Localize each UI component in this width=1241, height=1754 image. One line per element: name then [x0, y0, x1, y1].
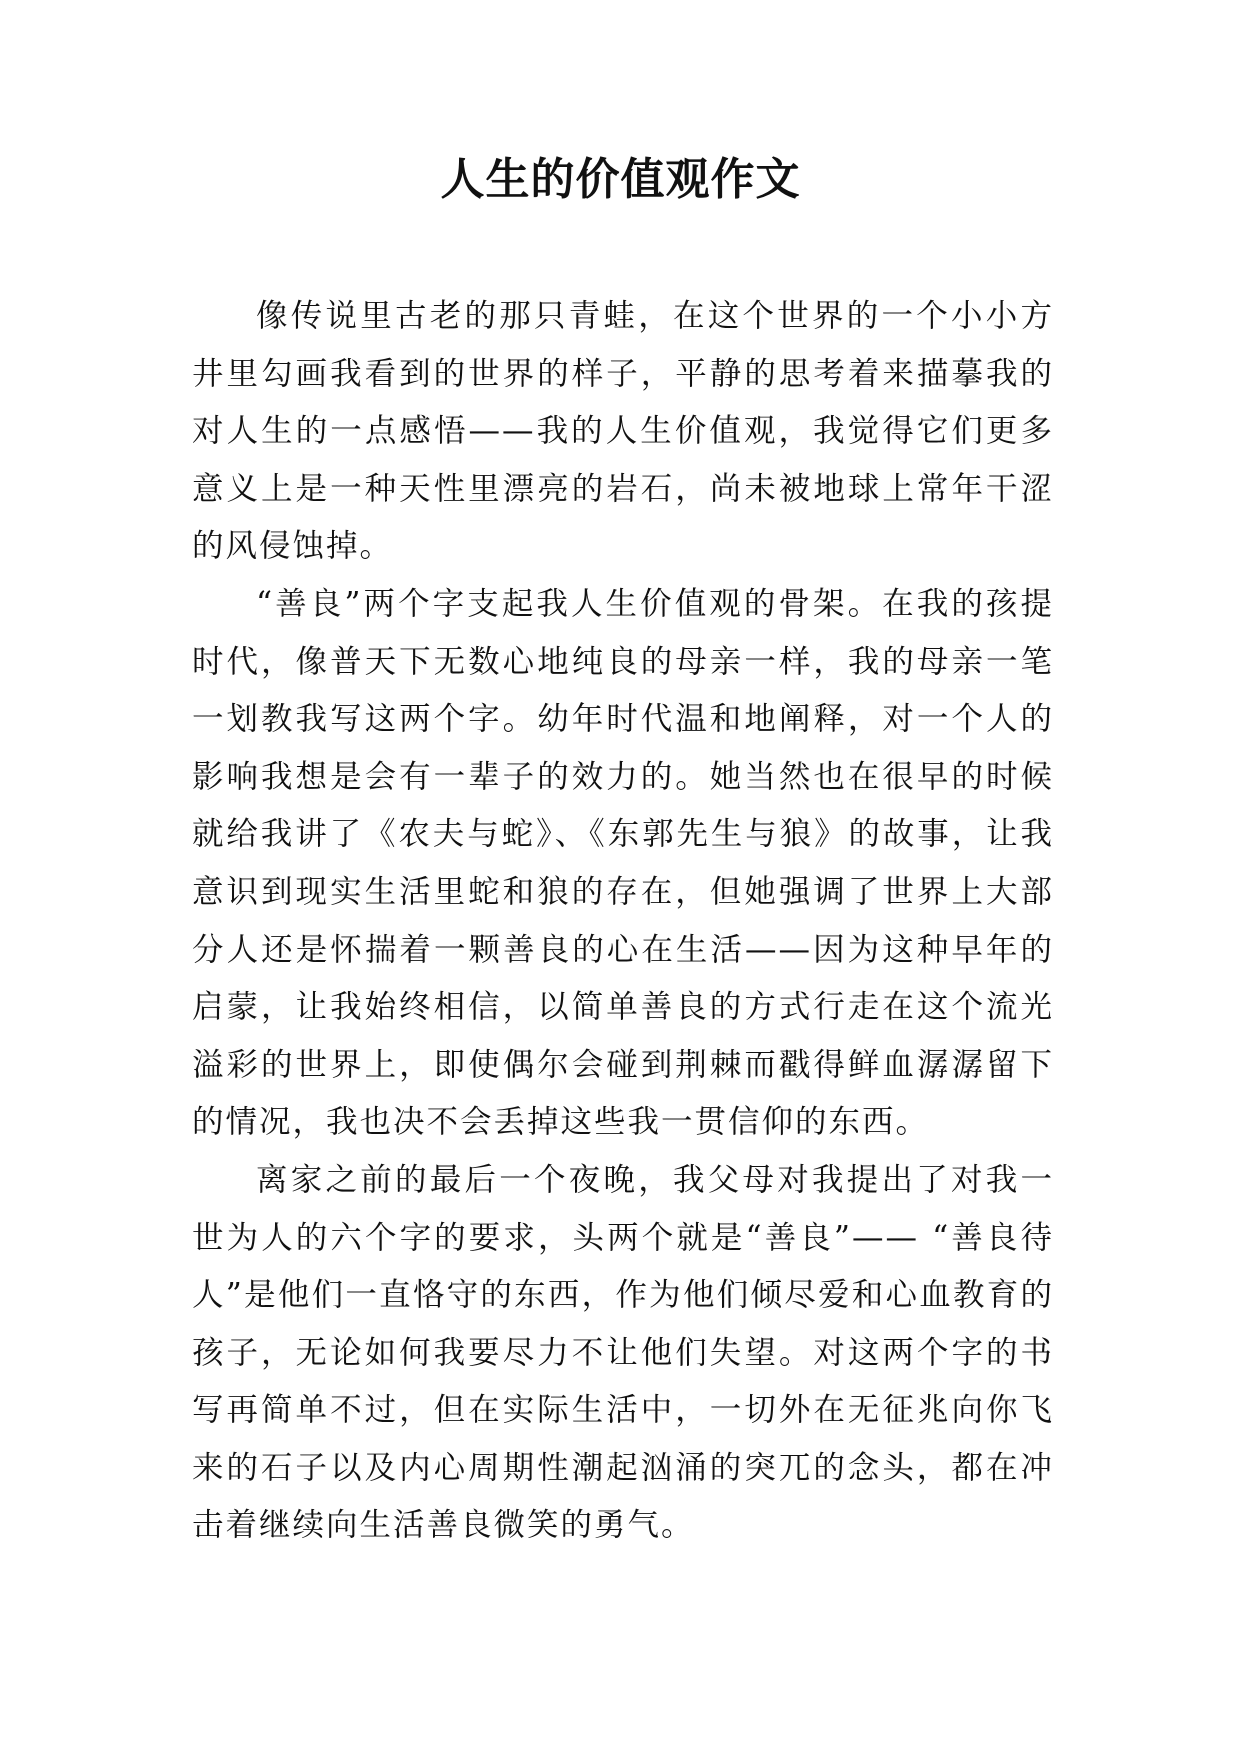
document-title: 人生的价值观作文 — [440, 154, 801, 205]
paragraph-2: “善良”两个字支起我人生价值观的骨架。在我的孩提时代，像普天下无数心地纯良的母亲一样，我的母亲一笔一划教我写这两个字。幼年时代温和地阐释，对一个人的影响我想是会有一辈子的效力的。她当然也在很早的时候就给我讲了《农夫与蛇》、《东郭先生与狼》的故事，让我意识到现实生活里蛇和狼的存在，但她强调了世界上大部分人还是怀揣着一颗善良的心在生活——因为这种早年的启蒙，让我始终相信，以简单善良的方式行走在这个流光溢彩的世界上，即使偶尔会碰到荆棘而戳得鲜血潺潺留下的情况，我也决不会丢掉这些我一贯信仰的东西。 — [192, 585, 1054, 1141]
document-body — [192, 288, 1054, 1555]
paragraph-1: 像传说里古老的那只青蛙，在这个世界的一个小小方井里勾画我看到的世界的样子，平静的思考着来描摹我的对人生的一点感悟——我的人生价值观，我觉得它们更多意义上是一种天性里漂亮的岩石，尚未被地球上常年干涩的风侵蚀掉。 — [192, 298, 1054, 565]
paragraph-3: 离家之前的最后一个夜晚，我父母对我提出了对我一世为人的六个字的要求，头两个就是“善良”—— “善良待人”是他们一直恪守的东西，作为他们倾尽爱和心血教育的孩子，无论如何我要尽力不让他们失望。对这两个字的书写再简单不过，但在实际生活中，一切外在无征兆向你飞来的石子以及内心周期性潮起汹涌的突兀的念头，都在冲击着继续向生活善良微笑的勇气。 — [192, 1161, 1054, 1544]
